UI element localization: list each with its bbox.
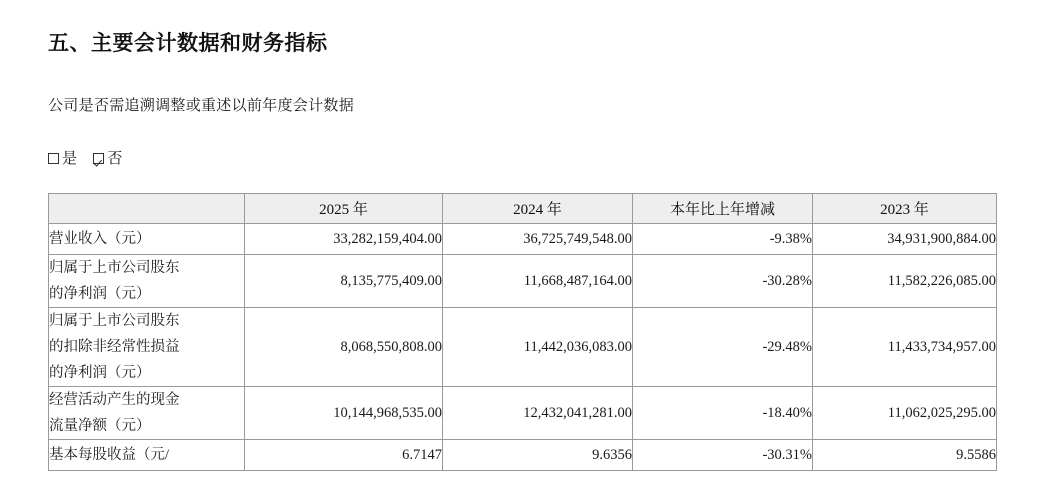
financial-indicators-table [48, 193, 997, 471]
choice-yes[interactable] [48, 147, 77, 168]
row-value-change: -9.38% [633, 224, 813, 255]
row-label: 经营活动产生的现金 流量净额（元） [49, 387, 245, 440]
row-value-2024: 12,432,041,281.00 [443, 387, 633, 440]
row-value-2023: 34,931,900,884.00 [813, 224, 997, 255]
table-header-2023: 2023 年 [813, 194, 997, 224]
table-header-change: 本年比上年增减 [633, 194, 813, 224]
row-value-2023: 11,062,025,295.00 [813, 387, 997, 440]
table-row [49, 255, 997, 308]
page-title: 五、主要会计数据和财务指标 [48, 32, 328, 55]
table-row [49, 308, 997, 387]
table-header-row [49, 194, 997, 224]
table-row [49, 224, 997, 255]
row-value-2024: 9.6356 [443, 440, 633, 471]
row-value-2025: 8,068,550,808.00 [245, 308, 443, 387]
row-value-2023: 11,433,734,957.00 [813, 308, 997, 387]
checkbox-checked-icon[interactable] [93, 153, 104, 164]
row-value-2024: 11,668,487,164.00 [443, 255, 633, 308]
choice-no-label: 否 [107, 151, 123, 167]
row-label: 基本每股收益（元/ [49, 440, 245, 471]
checkbox-unchecked-icon[interactable] [48, 153, 59, 164]
table-header-2025: 2025 年 [245, 194, 443, 224]
choice-yes-label: 是 [62, 151, 78, 167]
row-value-change: -30.31% [633, 440, 813, 471]
row-value-2023: 9.5586 [813, 440, 997, 471]
table-row [49, 387, 997, 440]
retrospective-adjustment-question: 公司是否需追溯调整或重述以前年度会计数据 [48, 98, 355, 114]
row-label: 营业收入（元） [49, 224, 245, 255]
row-value-2024: 11,442,036,083.00 [443, 308, 633, 387]
table-header-blank [49, 194, 245, 224]
row-value-2023: 11,582,226,085.00 [813, 255, 997, 308]
row-value-2025: 8,135,775,409.00 [245, 255, 443, 308]
row-value-2024: 36,725,749,548.00 [443, 224, 633, 255]
row-value-change: -18.40% [633, 387, 813, 440]
row-value-change: -29.48% [633, 308, 813, 387]
table-body [49, 224, 997, 471]
yes-no-choice-group [48, 115, 996, 168]
row-value-2025: 6.7147 [245, 440, 443, 471]
table-row [49, 440, 997, 471]
row-value-2025: 33,282,159,404.00 [245, 224, 443, 255]
row-value-change: -30.28% [633, 255, 813, 308]
row-label: 归属于上市公司股东 的扣除非经常性损益 的净利润（元） [49, 308, 245, 387]
table-header-2024: 2024 年 [443, 194, 633, 224]
choice-no[interactable] [93, 147, 122, 168]
row-label: 归属于上市公司股东 的净利润（元） [49, 255, 245, 308]
row-value-2025: 10,144,968,535.00 [245, 387, 443, 440]
